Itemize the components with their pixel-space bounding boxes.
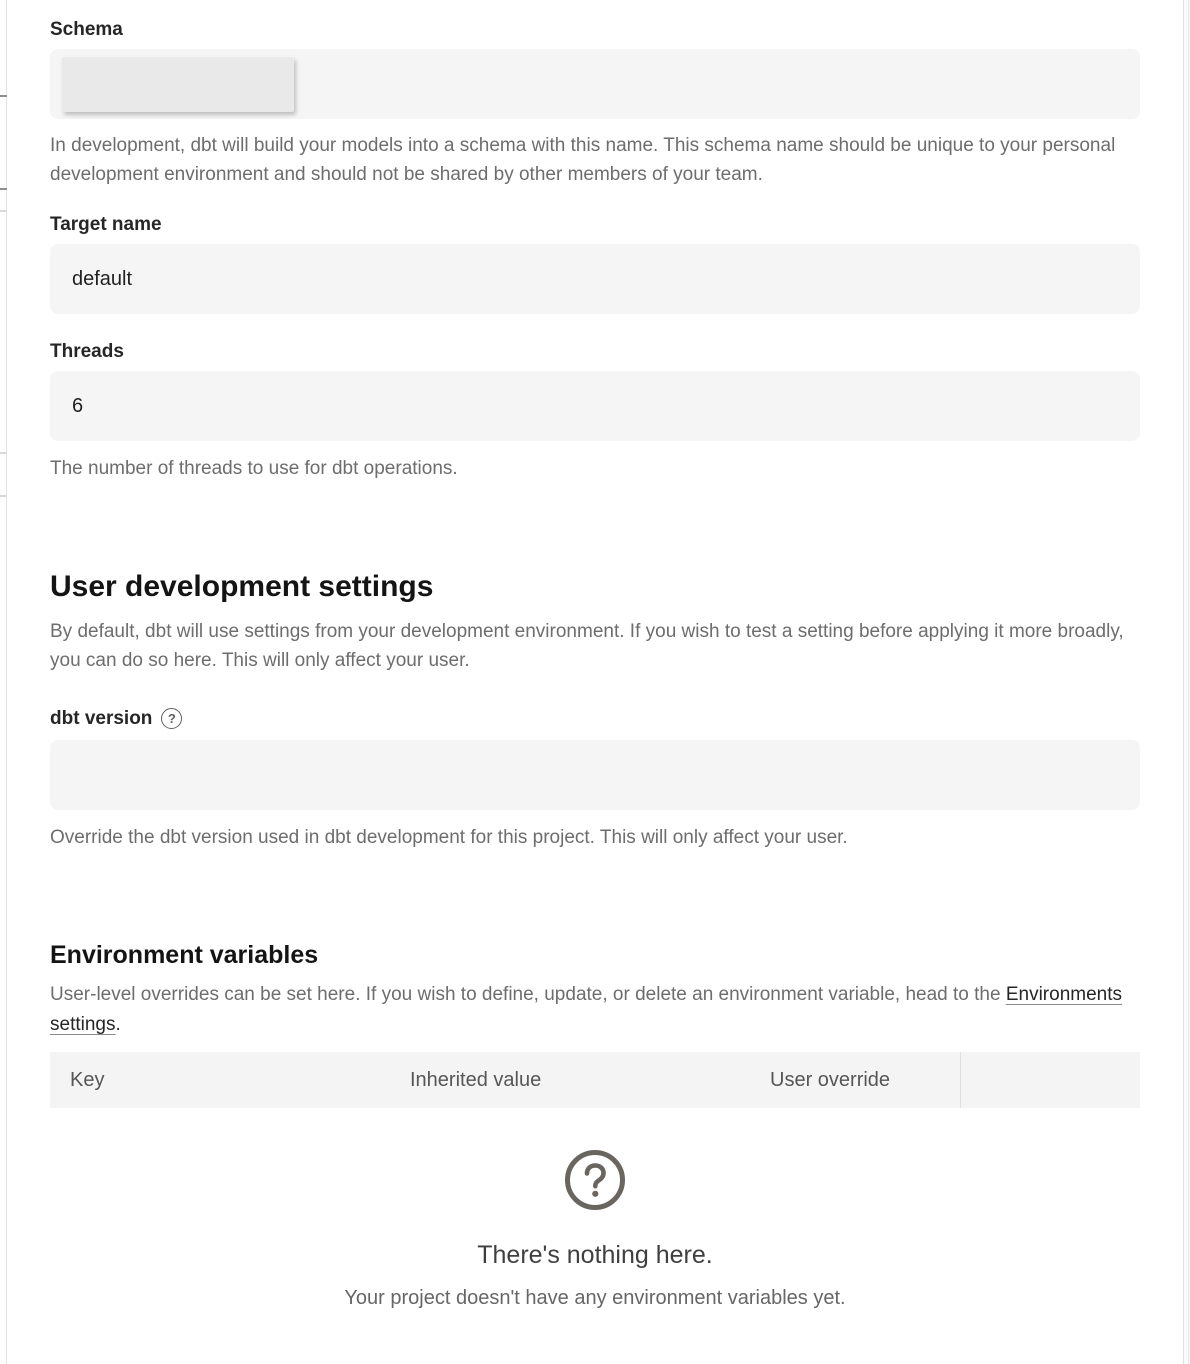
empty-state-title: There's nothing here. [477, 1241, 713, 1269]
schema-field-group [50, 18, 1140, 189]
target-name-field-group [50, 213, 1140, 314]
dbt-version-label-row [50, 707, 1140, 730]
redacted-schema-value [62, 57, 294, 112]
empty-state-message: Your project doesn't have any environment variables yet. [344, 1287, 846, 1309]
credentials-settings-form [50, 0, 1140, 1312]
dbt-version-label: dbt version [50, 708, 153, 729]
threads-field-group [50, 340, 1140, 483]
schema-label: Schema [50, 19, 123, 40]
gutter-tick [0, 95, 7, 97]
column-header-inherited-value: Inherited value [410, 1068, 542, 1091]
gutter-tick [0, 495, 7, 497]
schema-input-wrap [50, 49, 1140, 119]
user-development-settings-title: User development settings [50, 570, 434, 603]
env-vars-table-header [50, 1052, 1140, 1108]
question-circle-icon[interactable]: ? [161, 708, 182, 729]
dbt-version-field-group [50, 707, 1140, 852]
description-prefix: User-level overrides can be set here. If you wish to define, update, or delete an environment variable, head to the [50, 984, 1006, 1005]
environment-variables-section [50, 940, 1140, 1312]
question-mark-circle-icon [50, 1148, 1140, 1212]
gutter-tick [0, 452, 7, 454]
environment-variables-description [50, 980, 1140, 1040]
threads-label: Threads [50, 341, 124, 362]
target-name-label: Target name [50, 214, 162, 235]
dbt-version-help-text: Override the dbt version used in dbt development for this project. This will only affect your user. [50, 827, 848, 848]
threads-help-text: The number of threads to use for dbt operations. [50, 458, 458, 479]
column-header-key: Key [70, 1068, 105, 1091]
scrollbar-track [1183, 0, 1190, 1364]
column-header-user-override: User override [770, 1068, 891, 1091]
user-development-settings-description: By default, dbt will use settings from your development environment. If you wish to test a setting before applying it more broadly, you can do so here. This will only affect your user. [50, 621, 1124, 671]
environment-variables-title: Environment variables [50, 941, 319, 969]
user-development-settings-section [50, 569, 1140, 675]
schema-help-text: In development, dbt will build your models into a schema with this name. This schema name should be unique to your personal development environment and should not be shared by other members of your team. [50, 135, 1116, 185]
description-suffix: . [115, 1014, 121, 1035]
left-gutter [0, 0, 7, 1364]
column-header-actions [960, 1052, 1140, 1108]
env-vars-empty-state [50, 1148, 1140, 1312]
target-name-input[interactable] [50, 244, 1140, 314]
threads-input[interactable] [50, 371, 1140, 441]
dbt-version-input[interactable] [50, 740, 1140, 810]
gutter-tick [0, 210, 7, 212]
gutter-tick [0, 188, 7, 190]
environments-settings-link[interactable]: Environments settings [50, 984, 1123, 1035]
